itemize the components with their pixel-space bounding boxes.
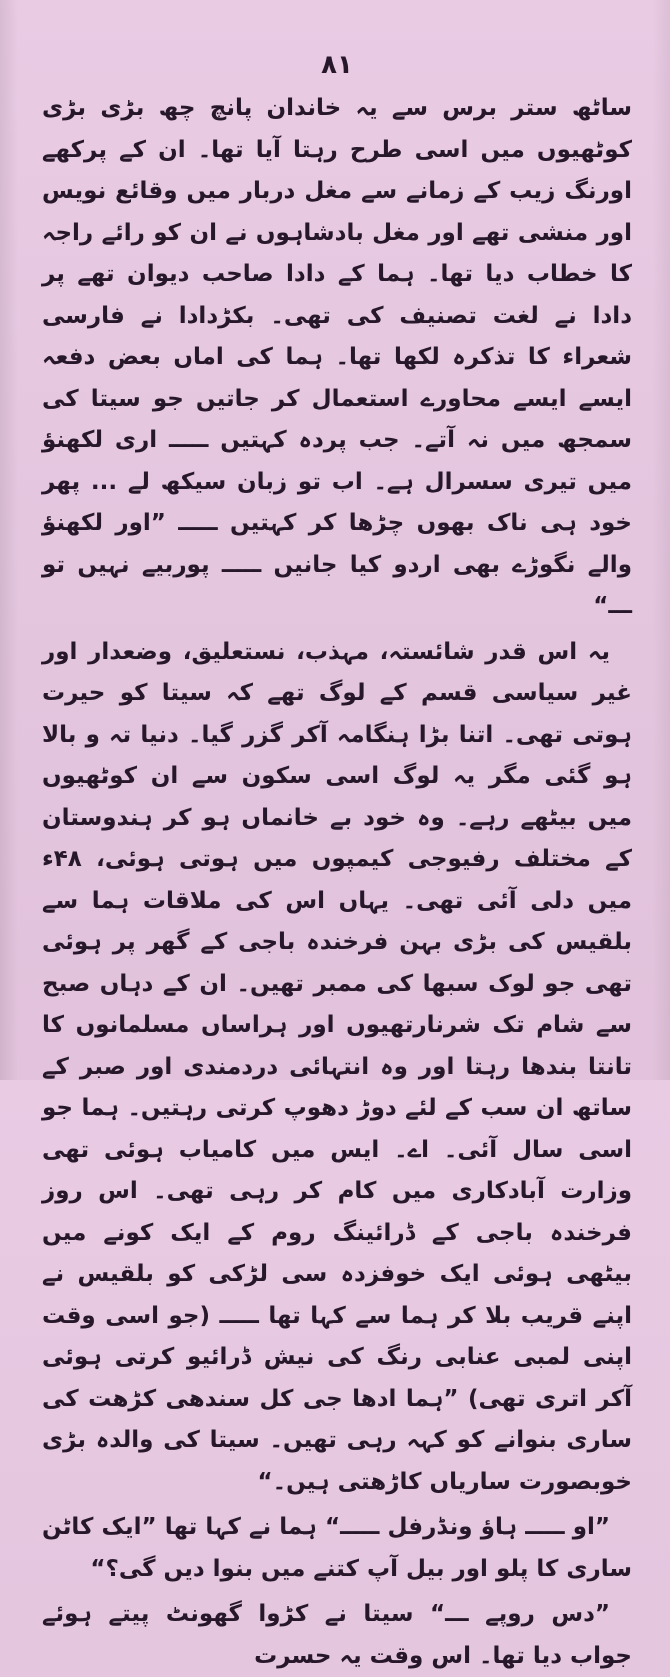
- paragraph-3: ”او ـــــ ہاؤ ونڈرفل ـــــ“ ہما نے کہا تھا ”ایک کاٹن ساری کا پلو اور بیل آپ کتنے میں بنوا دیں گی؟“: [42, 1514, 632, 1582]
- paragraph-1: ساٹھ ستر برس سے یہ خاندان پانچ چھ بڑی بڑی کوٹھیوں میں اسی طرح رہتا آیا تھا۔ ان کے پرکھے اورنگ زیب کے زمانے سے مغل دربار میں وقائع نویس اور منشی تھے اور مغل بادشاہوں نے ان کو رائے راجہ کا خطاب دیا تھا۔ ہما کے دادا صاحب دیوان تھے پر دادا نے لغت تصنیف کی تھی۔ بکڑدادا نے فارسی شعراء کا تذکرہ لکھا تھا۔ ہما کی اماں بعض دفعہ ایسے ایسے محاورے استعمال کر جاتیں جو سیتا کی سمجھ میں نہ آتے۔ جب پردہ کہتیں ـــــ اری لکھنؤ میں تیری سسرال ہے۔ اب تو زبان سیکھ لے ... پھر خود ہی ناک بھوں چڑھا کر کہتیں ـــــ ”اور لکھنؤ والے نگوڑے بھی اردو کیا جانیں ـــــ پوربیے نہیں تو ـــ“: [42, 95, 632, 619]
- paragraph-4: ”دس روپے ـــ“ سیتا نے کڑوا گھونٹ پیتے ہوئے جواب دیا تھا۔ اس وقت یہ حسرت: [42, 1601, 632, 1669]
- page-number: ۸۱: [321, 50, 353, 80]
- paragraph-2: یہ اس قدر شائستہ، مہذب، نستعلیق، وضعدار اور غیر سیاسی قسم کے لوگ تھے کہ سیتا کو حیرت ہوتی تھی۔ اتنا بڑا ہنگامہ آکر گزر گیا۔ دنیا تہ و بالا ہو گئی مگر یہ لوگ اسی سکون سے ان کوٹھیوں میں بیٹھے رہے۔ وہ خود بے خانماں ہو کر ہندوستان کے مختلف رفیوجی کیمپوں میں ہوتی ہوئی، ۴۸ء میں دلی آئی تھی۔ یہاں اس کی ملاقات ہما سے بلقیس کی بڑی بہن فرخندہ باجی کے گھر پر ہوئی تھی جو لوک سبھا کی ممبر تھیں۔ ان کے دہاں صبح سے شام تک شرنارتھیوں اور ہراساں مسلمانوں کا تانتا بندھا رہتا اور وہ انتہائی دردمندی اور صبر کے ساتھ ان سب کے لئے دوڑ دھوپ کرتی رہتیں۔ ہما جو اسی سال آئی۔ اے۔ ایس میں کامیاب ہوئی تھی وزارت آبادکاری میں کام کر رہی تھی۔ اس روز فرخندہ باجی کے ڈرائینگ روم کے ایک کونے میں بیٹھی ہوئی ایک خوفزدہ سی لڑکی کو بلقیس نے اپنے قریب بلا کر ہما سے کہا تھا ـــــ (جو اسی وقت اپنی لمبی عنابی رنگ کی نیش ڈرائیو کرتی ہوئی آکر اتری تھی) ”ہما ادھا جی کل سندھی کڑھت کی ساری بنوانے کو کہہ رہی تھیں۔ سیتا کی والدہ بڑی خوبصورت ساریاں کاڑھتی ہیں۔“: [42, 638, 632, 1495]
- page-edge-shadow-left: [0, 0, 18, 1080]
- page-edge-shadow-right: [652, 0, 670, 1080]
